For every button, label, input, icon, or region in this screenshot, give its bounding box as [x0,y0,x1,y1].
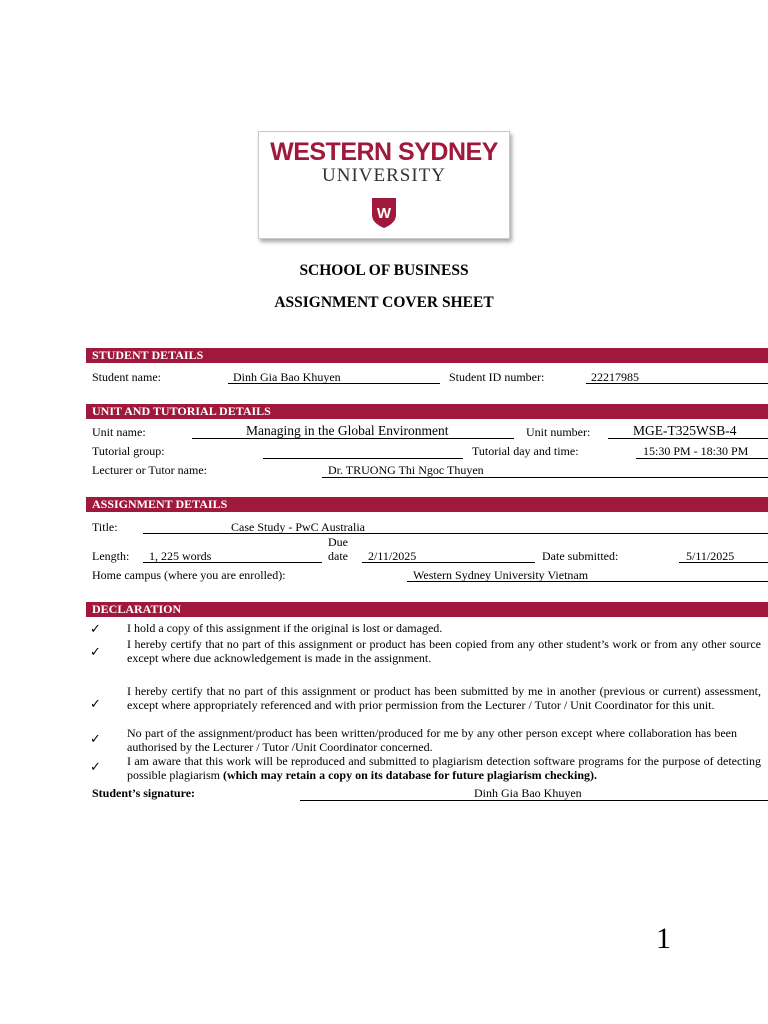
declaration-item-4: No part of the assignment/product has been written/produced for me by any other person except where collaboration has been authorised by the Lecturer / Tutor /Unit Coordinator concerned. [127,726,737,754]
student-name-label: Student name: [92,370,161,384]
student-id-label: Student ID number: [449,370,545,384]
date-submitted-value[interactable]: 5/11/2025 [686,549,735,563]
check-icon[interactable]: ✓ [90,622,101,637]
page-number: 1 [656,922,671,955]
student-id-value[interactable]: 22217985 [591,370,639,384]
signature-label: Student’s signature: [92,786,196,800]
assignment-details-heading: ASSIGNMENT DETAILS [86,497,768,512]
unit-details-heading: UNIT AND TUTORIAL DETAILS [86,404,768,419]
tutorial-group-label: Tutorial group: [92,444,165,458]
due-label-line1: Due [328,535,348,549]
declaration-item-5 [127,754,761,782]
tutorial-time-value[interactable]: 15:30 PM - 18:30 PM [643,444,749,458]
school-heading: SCHOOL OF BUSINESS [299,262,469,279]
campus-label: Home campus (where you are enrolled): [92,568,286,582]
declaration-item-1: I hold a copy of this assignment if the original is lost or damaged. [127,621,443,635]
due-label-line2: date [328,549,348,563]
unit-name-label: Unit name: [92,425,146,439]
declaration-item-3: I hereby certify that no part of this assignment or product has been submitted by me in another (previous or current) assessment, except where appropriately referenced and with prior permission from the Lecturer / Tutor / Unit Coordinator for this unit. [127,684,761,712]
lecturer-label: Lecturer or Tutor name: [92,463,207,477]
logo-wordmark-line2: UNIVERSITY [322,165,446,186]
student-name-value[interactable]: Dinh Gia Bao Khuyen [233,370,341,384]
declaration-item-2: I hereby certify that no part of this assignment or product has been copied from any other student’s work or from any other source except where due acknowledgement is made in the assignment. [127,637,761,665]
unit-number-value[interactable]: MGE-T325WSB-4 [633,423,737,438]
title-label: Title: [92,520,118,534]
unit-number-label: Unit number: [526,425,591,439]
due-date-value[interactable]: 2/11/2025 [368,549,417,563]
check-icon[interactable]: ✓ [90,732,101,747]
tutorial-group-underline [263,458,463,459]
page-title: ASSIGNMENT COVER SHEET [274,294,494,311]
declaration-item-5-text: I am aware that this work will be reproduced and submitted to plagiarism detection software programs for the purpose of detecting possible plagiarism [127,754,761,782]
title-value[interactable]: Case Study - PwC Australia [231,520,365,534]
signature-value[interactable]: Dinh Gia Bao Khuyen [474,786,582,800]
check-icon[interactable]: ✓ [90,697,101,712]
length-label: Length: [92,549,130,563]
declaration-heading: DECLARATION [86,602,768,617]
shield-icon [371,197,397,229]
logo-wordmark-line1: WESTERN SYDNEY [270,138,498,166]
university-logo [258,131,510,239]
date-submitted-label: Date submitted: [542,549,619,563]
check-icon[interactable]: ✓ [90,760,101,775]
shield-letter: W [376,205,392,222]
check-icon[interactable]: ✓ [90,645,101,660]
student-details-heading: STUDENT DETAILS [86,348,768,363]
declaration-item-5-bold: (which may retain a copy on its database for future plagiarism checking). [223,768,597,782]
length-value[interactable]: 1, 225 words [149,549,212,563]
unit-name-value[interactable]: Managing in the Global Environment [246,423,449,438]
tutorial-time-label: Tutorial day and time: [472,444,579,458]
lecturer-value[interactable]: Dr. TRUONG Thi Ngoc Thuyen [328,463,484,477]
campus-value[interactable]: Western Sydney University Vietnam [413,568,589,582]
